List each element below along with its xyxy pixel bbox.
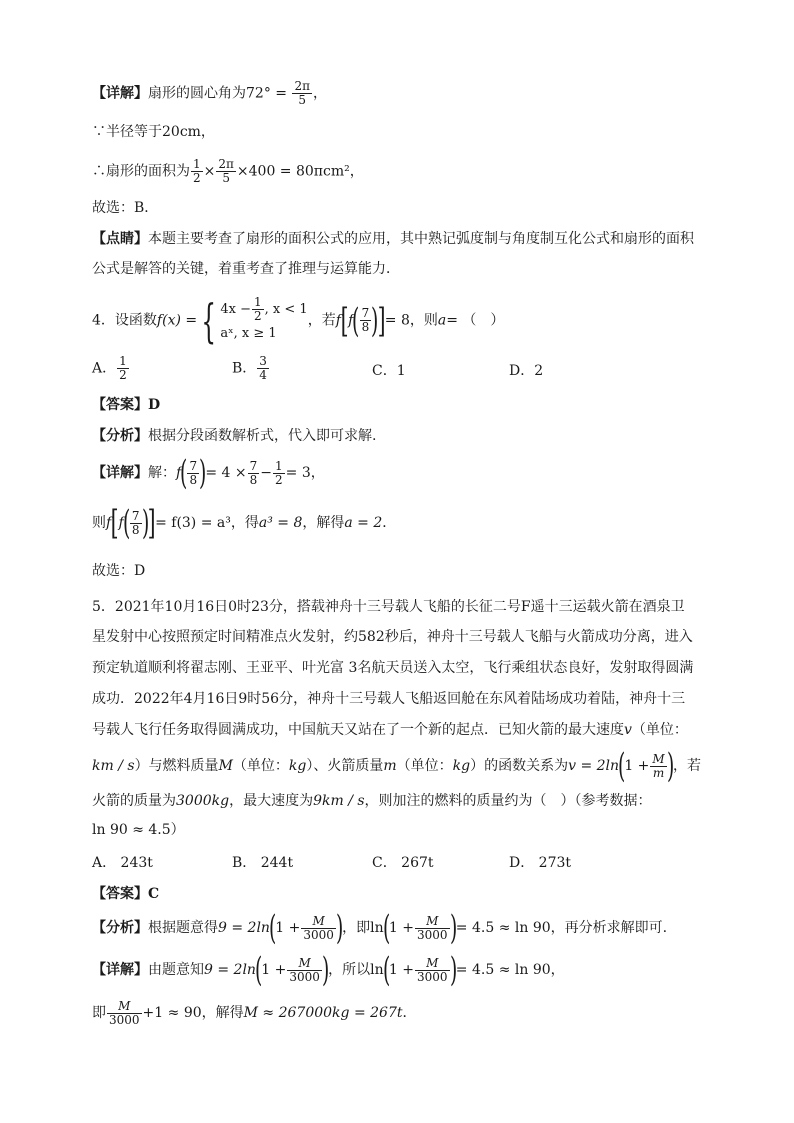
question-4-stem: 4．设函数f(x) ={ 4x − $\frac{1}{2}$ , x < 1 aˣ, x ≥ 1 ，若f[f( $\frac{7}{8}$ )]= 8，则a= （ ） xyxy=(92,293,505,348)
detail-line-1: 【详解】扇形的圆心角为72° = $\frac{2\pi}{5}$ ， xyxy=(92,79,327,107)
choice-d: D． 273t xyxy=(509,855,572,871)
detail-line-3: ∴扇形的面积为 $\frac{1}{2}$ × $\frac{2\pi}{5}$ ×400 = 80πcm²， xyxy=(92,157,364,185)
question-5-line-2: 星发射中心按照预定时间精准点火发射，约582秒后，神舟十三号载人飞船与火箭成功分离，进入 xyxy=(92,629,693,645)
question-5-line-6: km / s）与燃料质量M（单位：kg）、火箭质量m（单位：kg）的函数关系为v = 2ln(1 + $\frac{M}{m}$ )，若 xyxy=(92,746,701,786)
detail-line-2: ∵半径等于20cm， xyxy=(92,124,215,140)
analysis-line: 【分析】根据分段函数解析式，代入即可求解. xyxy=(92,428,377,444)
question-5-line-8: ln 90 ≈ 4.5） xyxy=(92,822,185,838)
comment-line-2: 公式是解答的关键，着重考查了推理与运算能力． xyxy=(92,261,400,277)
question-5-line-7: 火箭的质量为3000kg，最大速度为9km / s，则加注的燃料的质量约为（ ）（参考数据： xyxy=(92,793,652,809)
question-5-choices xyxy=(92,853,692,875)
choice-c: C． 267t xyxy=(372,855,434,871)
question-5-line-1: 5．2021年10月16日0时23分，搭载神舟十三号载人飞船的长征二号F遥十三运载火箭在酒泉卫 xyxy=(92,599,685,615)
question-4-choices xyxy=(92,355,692,387)
pick-line: 故选：D xyxy=(92,563,146,579)
fraction: $\frac{2\pi}{5}$ xyxy=(294,79,310,107)
fraction: $\frac{2\pi}{5}$ xyxy=(218,157,234,185)
question-5-line-3: 预定轨道顺利将翟志刚、王亚平、叶光富 3名航天员送入太空，飞行乘组状态良好，发射取得圆满 xyxy=(92,660,694,676)
question-5-line-5: 号载人飞行任务取得圆满成功，中国航天又站在了一个新的起点．已知火箭的最大速度v（单位： xyxy=(92,722,688,738)
question-5-line-4: 成功．2022年4月16日9时56分，神舟十三号载人飞船返回舱在东风着陆场成功着陆，神舟十三 xyxy=(92,691,686,707)
choice-a: A． $\frac{1}{2}$ xyxy=(92,354,127,382)
choice-b: B． $\frac{3}{4}$ xyxy=(232,354,267,382)
choice-d: D．2 xyxy=(509,363,544,379)
detail-tag: 【详解】 xyxy=(92,85,148,102)
analysis-line: 【分析】根据题意得9 = 2ln(1 + $\frac{M}{3000}$ )，即ln(1 + $\frac{M}{3000}$ )= 4.5 ≈ ln 90，再分析求解即可. xyxy=(92,908,668,948)
choice-b: B． 244t xyxy=(232,855,294,871)
detail-line-q4-2: 则f[f( $\frac{7}{8}$ )]= f(3) = a³，得a³ = 8，解得a = 2． xyxy=(92,503,397,543)
detail-line-q5-2: 即 $\frac{M}{3000}$ +1 ≈ 90，解得M ≈ 267000kg = 267t． xyxy=(92,998,417,1027)
fraction: $\frac{1}{2}$ xyxy=(193,157,201,185)
detail-line-4: 故选：B． xyxy=(92,200,159,216)
comment-tag: 【点睛】 xyxy=(92,231,148,247)
choice-c: C．1 xyxy=(372,363,406,379)
detail-line-q5-1: 【详解】由题意知9 = 2ln(1 + $\frac{M}{3000}$ )，所以ln(1 + $\frac{M}{3000}$ )= 4.5 ≈ ln 90， xyxy=(92,950,565,990)
answer-line: 【答案】C xyxy=(92,886,160,902)
choice-a: A． 243t xyxy=(92,855,153,871)
piecewise-function: 4x − $\frac{1}{2}$ , x < 1 aˣ, x ≥ 1 xyxy=(220,295,308,341)
answer-line: 【答案】D xyxy=(92,397,161,413)
detail-line-q4-1: 【详解】解：f( $\frac{7}{8}$ )= 4 × $\frac{7}{8}$ − $\frac{1}{2}$ = 3， xyxy=(92,453,325,493)
comment-line-1: 【点睛】本题主要考查了扇形的面积公式的应用，其中熟记弧度制与角度制互化公式和扇形的面积 xyxy=(92,231,694,247)
